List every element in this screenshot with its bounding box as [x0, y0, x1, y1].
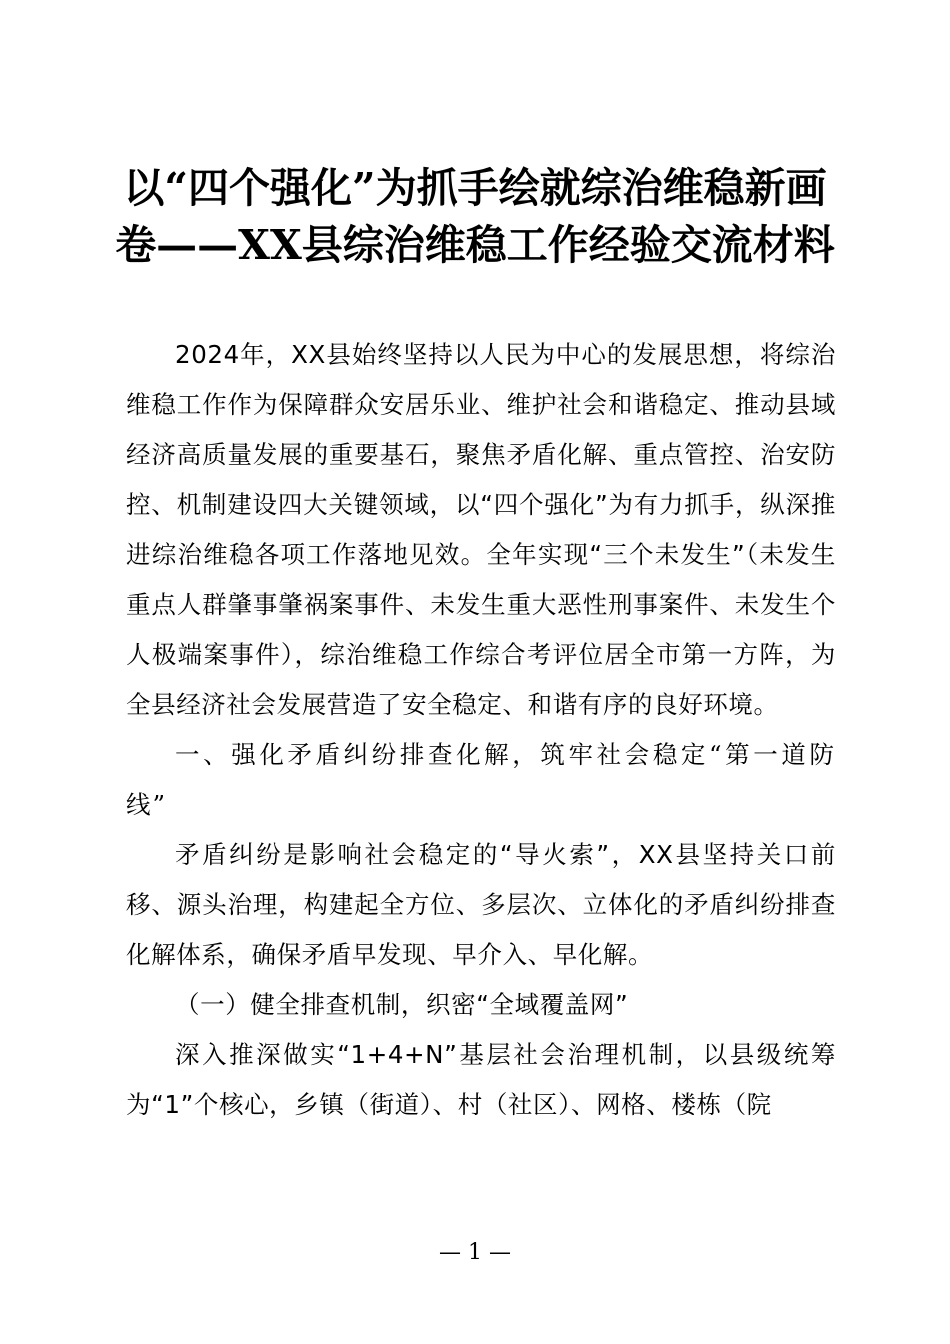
document-title: 以“四个强化”为抓手绘就综治维稳新画卷——XX县综治维稳工作经验交流材料	[115, 164, 835, 269]
section-1-paragraph: 矛盾纠纷是影响社会稳定的“导火索”，XX县坚持关口前移、源头治理，构建起全方位、多层次、立体化的矛盾纠纷排查化解体系，确保矛盾早发现、早介入、早化解。	[126, 840, 836, 969]
document-body	[126, 330, 836, 1130]
subsection-heading-1: （一）健全排查机制，织密“全域覆盖网”	[175, 990, 629, 1019]
page-number: — 1 —	[439, 1240, 511, 1265]
section-heading-1: 一、强化矛盾纠纷排查化解，筑牢社会稳定“第一道防线”	[126, 740, 836, 819]
subsection-1-paragraph: 深入推深做实“1+4+N”基层社会治理机制，以县级统筹为“1”个核心，乡镇（街道）、村（社区）、网格、楼栋（院	[126, 1040, 836, 1119]
intro-paragraph: 2024年，XX县始终坚持以人民为中心的发展思想，将综治维稳工作作为保障群众安居乐业、维护社会和谐稳定、推动县域经济高质量发展的重要基石，聚焦矛盾化解、重点管控、治安防控、机制建设四大关键领域，以“四个强化”为有力抓手，纵深推进综治维稳各项工作落地见效。全年实现“三个未发生”（未发生重点人群肇事肇祸案事件、未发生重大恶性刑事案件、未发生个人极端案事件），综治维稳工作综合考评位居全市第一方阵，为全县经济社会发展营造了安全稳定、和谐有序的良好环境。	[126, 340, 836, 719]
